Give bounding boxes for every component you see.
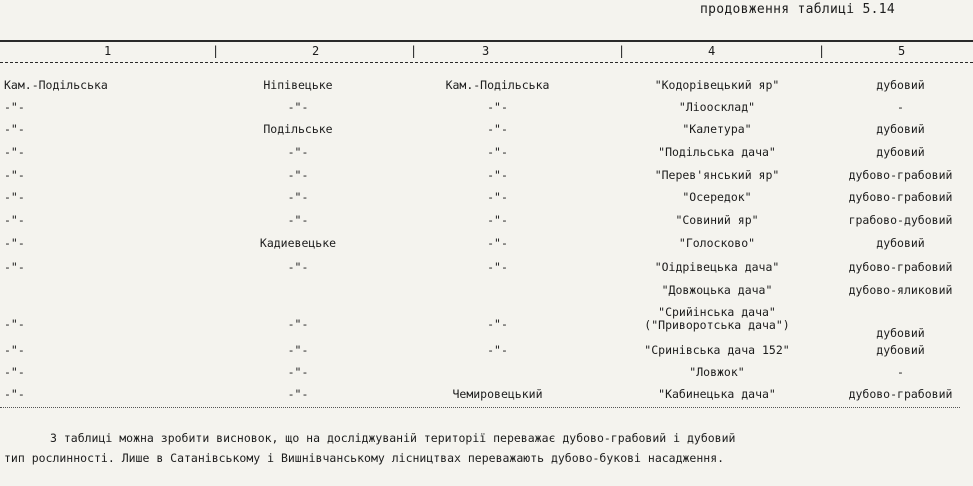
- table-bottom-rule: [0, 407, 960, 408]
- cell-site: "Ловжок": [689, 365, 745, 379]
- table-row: [0, 213, 973, 235]
- cell-type: -: [897, 365, 904, 379]
- cell-type: дубово-грабовий: [848, 168, 953, 182]
- cell-site: "Ліоосклад": [678, 100, 756, 114]
- cell-type: дубовий: [876, 122, 925, 136]
- cell-region: -"-: [4, 236, 25, 250]
- table-header-row: [0, 44, 973, 60]
- cell-site: "Совиний яр": [675, 213, 759, 227]
- column-header-4: 4: [708, 44, 716, 58]
- table-caption: продовження таблиці 5.14: [699, 2, 895, 17]
- table-row: [0, 145, 973, 167]
- cell-forestry: -"-: [287, 168, 309, 182]
- cell-forestry: Кадиевецьке: [259, 236, 337, 250]
- cell-forestry: -"-: [287, 145, 309, 159]
- cell-site: "Кабинецька дача": [658, 387, 776, 401]
- cell-region: -"-: [4, 100, 25, 114]
- cell-site: "Кодорівецький яр": [654, 78, 780, 92]
- cell-site: "Оідрівецька дача": [654, 260, 780, 274]
- table-row: [0, 365, 973, 387]
- cell-site: "Подільська дача": [658, 145, 776, 159]
- column-header-2: 2: [312, 44, 320, 58]
- cell-region: -"-: [4, 213, 25, 227]
- cell-region: -"-: [4, 260, 25, 274]
- cell-type: дубово-грабовий: [848, 387, 953, 401]
- table-row: [0, 122, 973, 144]
- cell-district: Кам.-Подільська: [445, 78, 550, 92]
- cell-site: "Голосково": [678, 236, 756, 250]
- cell-site: "Срийінська дача" ("Приворотська дача"): [644, 305, 790, 332]
- cell-type: дубовий: [876, 78, 925, 92]
- cell-forestry: Подільське: [263, 122, 333, 136]
- cell-district: -"-: [487, 100, 508, 114]
- cell-forestry: Ніпівецьке: [263, 78, 333, 92]
- table-row: [0, 236, 973, 258]
- cell-forestry: -"-: [287, 365, 309, 379]
- table-row: [0, 100, 973, 122]
- cell-district: -"-: [487, 190, 508, 204]
- cell-site: "Калетура": [682, 122, 752, 136]
- cell-type: -: [897, 100, 904, 114]
- cell-region: -"-: [4, 317, 25, 331]
- table-top-rule: [0, 40, 973, 42]
- cell-region: -"-: [4, 168, 25, 182]
- cell-forestry: -"-: [287, 343, 309, 357]
- table-header-rule: [0, 62, 973, 63]
- table-row: [0, 190, 973, 212]
- paragraph-line: З таблиці можна зробити висновок, що на досліджуваній території переважає дубово-грабовий і дубовий: [50, 431, 736, 445]
- cell-district: -"-: [487, 168, 508, 182]
- body-paragraph: [4, 428, 964, 468]
- cell-forestry: -"-: [287, 100, 309, 114]
- cell-site: "Осередок": [682, 190, 752, 204]
- cell-forestry: -"-: [287, 260, 309, 274]
- cell-site: "Перев'янський яр": [654, 168, 780, 182]
- cell-region: Кам.-Подільська: [4, 78, 108, 92]
- cell-region: -"-: [4, 365, 25, 379]
- cell-forestry: -"-: [287, 213, 309, 227]
- cell-type: дубово-яликовий: [848, 283, 953, 297]
- column-divider: |: [618, 44, 626, 58]
- cell-type: дубовий: [876, 236, 925, 250]
- cell-district: -"-: [487, 236, 508, 250]
- cell-type: дубово-грабовий: [848, 260, 953, 274]
- cell-region: -"-: [4, 145, 25, 159]
- table-row: [0, 260, 973, 282]
- cell-forestry: -"-: [287, 190, 309, 204]
- column-header-5: 5: [898, 44, 906, 58]
- cell-site: "Довжоцька дача": [661, 283, 773, 297]
- table-row: [0, 343, 973, 365]
- cell-site: "Сринівська дача 152": [644, 343, 790, 357]
- column-header-3: 3: [482, 44, 490, 58]
- cell-district: -"-: [487, 122, 508, 136]
- column-divider: |: [212, 44, 220, 58]
- cell-district: -"-: [487, 145, 508, 159]
- cell-region: -"-: [4, 190, 25, 204]
- cell-type: дубовий: [876, 343, 925, 357]
- table-row: [0, 78, 973, 100]
- cell-district: -"-: [487, 343, 508, 357]
- cell-forestry: -"-: [287, 317, 309, 331]
- cell-region: -"-: [4, 387, 25, 401]
- column-header-1: 1: [104, 44, 112, 58]
- paragraph-line: тип рослинності. Лише в Сатанівському і Вишнівчанському лісництвах переважають дубово-букові насадження.: [4, 451, 725, 465]
- table-row: [0, 387, 973, 409]
- cell-type: дубово-грабовий: [848, 190, 953, 204]
- column-divider: |: [410, 44, 418, 58]
- cell-district: -"-: [487, 260, 508, 274]
- cell-district: Чемировецький: [452, 387, 543, 401]
- table-row: [0, 305, 973, 342]
- cell-forestry: -"-: [287, 387, 309, 401]
- cell-district: -"-: [487, 213, 508, 227]
- cell-type: дубовий: [876, 326, 925, 340]
- cell-type: дубовий: [876, 145, 925, 159]
- cell-region: -"-: [4, 343, 25, 357]
- table-row: [0, 168, 973, 190]
- cell-type: грабово-дубовий: [848, 213, 953, 227]
- table-row: [0, 283, 973, 305]
- cell-region: -"-: [4, 122, 25, 136]
- cell-district: -"-: [487, 317, 508, 331]
- column-divider: |: [818, 44, 826, 58]
